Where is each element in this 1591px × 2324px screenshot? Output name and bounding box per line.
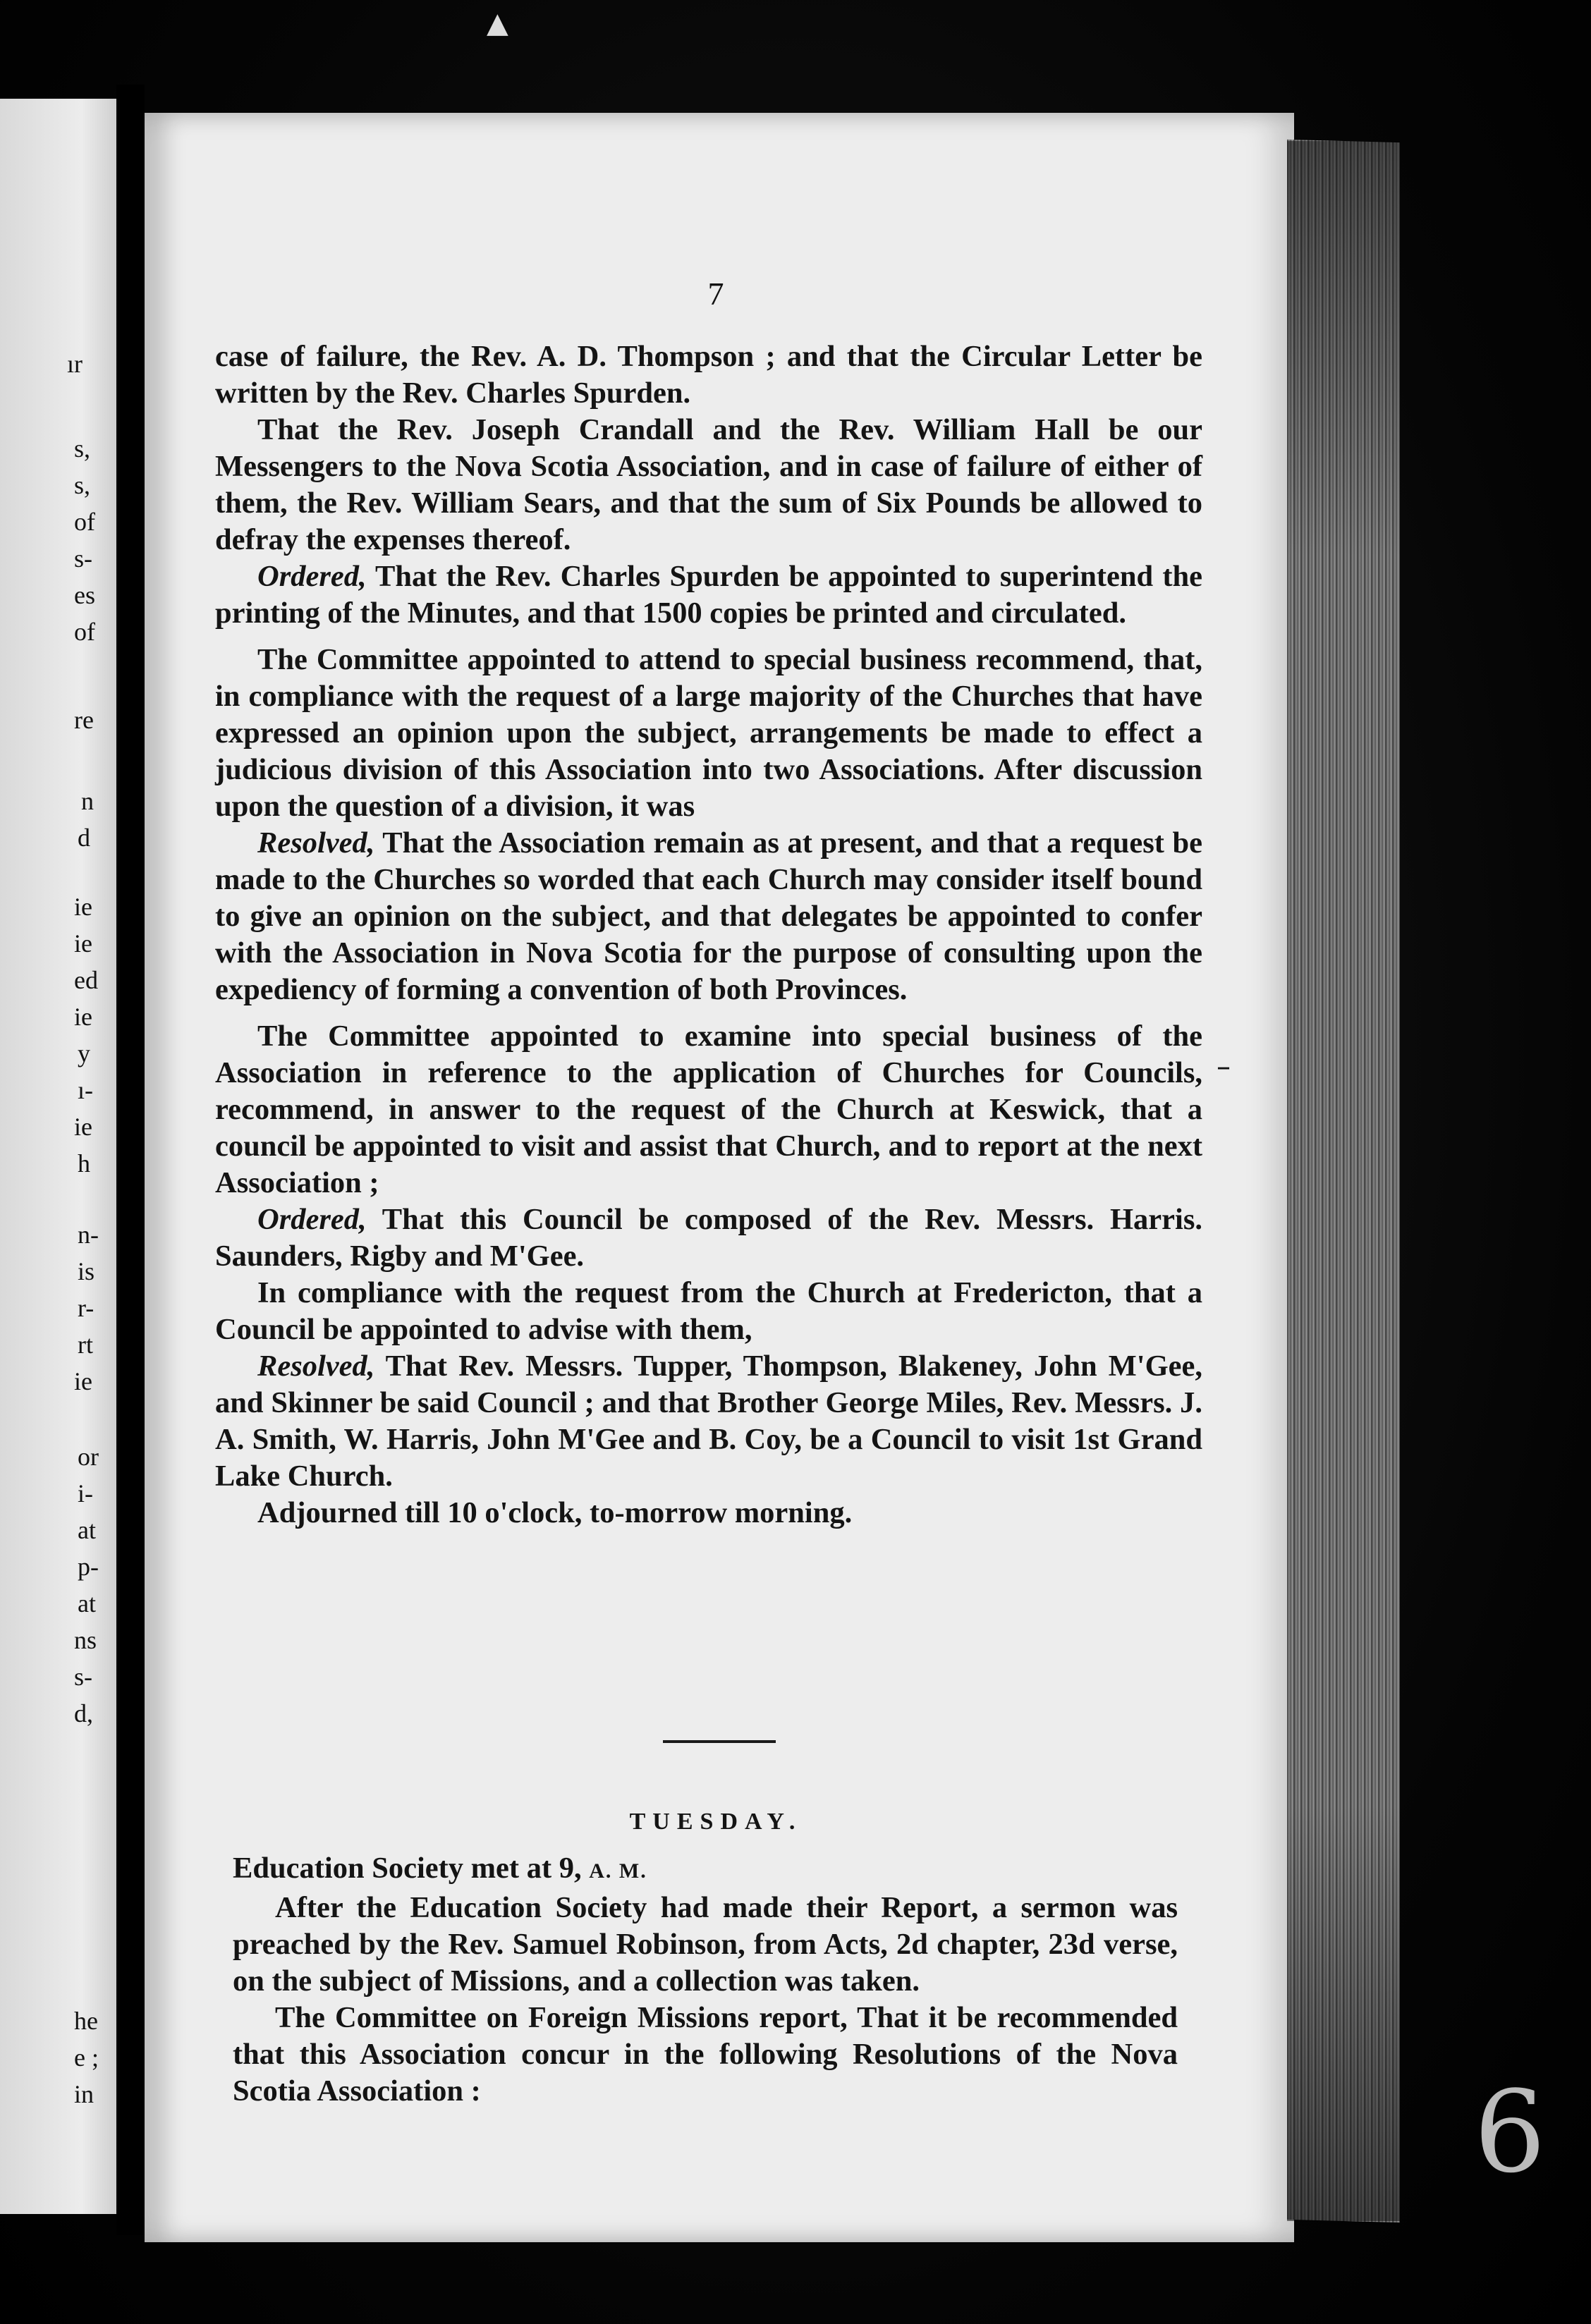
paragraph-text: case of failure, the Rev. A. D. Thompson ; and that the Circular Letter be written by the Rev. Charles Spurden.: [215, 340, 1202, 410]
fragment: y: [78, 1039, 90, 1068]
paragraph: [215, 642, 1202, 825]
paragraph-text: That the Association remain as at present, and that a request be made to the Churches so worded that each Church may consider itself bound to give an opinion on the subject, and that delegates be appointed to confer with the Association in Nova Scotia for the purpose of consulting upon the expediency of forming a convention of both Provinces.: [215, 826, 1202, 1006]
fragment: rt: [78, 1331, 93, 1359]
paragraph: [215, 1275, 1202, 1348]
paragraph: [233, 1890, 1178, 2000]
paragraph-text: After the Education Society had made their Report, a sermon was preached by the Rev. Samuel Robinson, from Acts, 2d chapter, 23d verse, on the subject of Missions, and a collection was taken.: [233, 1891, 1178, 1998]
fragment: ı-: [78, 1076, 93, 1104]
fragment: s,: [74, 434, 91, 463]
paragraph-text: That this Council be composed of the Rev. Messrs. Harris. Saunders, Rigby and M'Gee.: [215, 1203, 1202, 1273]
fragment: s-: [74, 1663, 92, 1691]
book-gutter: [116, 85, 145, 2235]
paragraph-text: Education Society met at 9,: [233, 1852, 590, 1885]
paragraph: [215, 1348, 1202, 1495]
scan-speck: ▲: [487, 7, 508, 39]
paragraph-text: That the Rev. Joseph Crandall and the Rev. William Hall be our Messengers to the Nova Scotia Association, and in case of failure of either of them, the Rev. William Sears, and that the sum of Six Pounds be allowed to defray the expenses thereof.: [215, 413, 1202, 556]
fragment: n-: [78, 1221, 99, 1249]
fragment: is: [78, 1257, 95, 1285]
time-abbrev: A. M.: [589, 1859, 647, 1883]
margin-mark: –: [1217, 1051, 1231, 1083]
fragment: he: [74, 2007, 98, 2035]
fragment: ed: [74, 966, 98, 994]
section-divider: [663, 1740, 776, 1743]
section-heading: TUESDAY.: [629, 1809, 803, 1835]
previous-page-edge: [0, 99, 116, 2214]
paragraph: [215, 1495, 1202, 1531]
paragraph-text: That the Rev. Charles Spurden be appointed to superintend the printing of the Minutes, and that 1500 copies be printed and circulated.: [215, 560, 1202, 630]
fragment: at: [78, 1589, 96, 1617]
fragment: p-: [78, 1553, 99, 1581]
fragment: e ;: [74, 2043, 99, 2072]
paragraph-text: Adjourned till 10 o'clock, to-morrow morning.: [257, 1496, 853, 1529]
paragraph-lead: Resolved,: [257, 1350, 375, 1383]
page-stack-shade: [1287, 141, 1400, 2221]
fragment: in: [74, 2080, 95, 2108]
paragraph-text: The Committee on Foreign Missions report, That it be recommended that this Association concur in the following Resolutions of the Nova Scotia Association :: [233, 2001, 1178, 2108]
fragment: h: [78, 1149, 90, 1178]
fragment: ie: [74, 1367, 92, 1395]
main-text: [215, 338, 1202, 1531]
fragment: ie: [74, 1003, 92, 1031]
fragment: re: [74, 706, 94, 734]
paragraph: [215, 558, 1202, 632]
paragraph: [215, 1201, 1202, 1275]
fragment: ie: [74, 1113, 92, 1141]
paragraph-text: The Committee appointed to examine into special business of the Association in reference to the application of Churches for Councils, recommend, in answer to the request of the Church at Keswick, that a council be appointed to visit and assist that Church, and to report at the next Association ;: [215, 1020, 1202, 1199]
fragment: or: [78, 1443, 99, 1471]
paragraph: [215, 1018, 1202, 1201]
fragment: d,: [74, 1699, 93, 1727]
paragraph: [233, 2000, 1178, 2110]
paragraph-text: That Rev. Messrs. Tupper, Thompson, Blakeney, John M'Gee, and Skinner be said Council ; and that Brother George Miles, Rev. Messrs. J. A. Smith, W. Harris, John M'Gee and B. Coy, be a Council to visit 1st Grand Lake Church.: [215, 1350, 1202, 1493]
fragment: ie: [74, 893, 92, 921]
fragment: of: [74, 508, 95, 536]
section-text: [233, 1850, 1178, 2110]
fragment: ie: [74, 929, 92, 958]
paragraph-lead: Ordered,: [257, 1203, 367, 1236]
paragraph: [215, 825, 1202, 1008]
paragraph-text: The Committee appointed to attend to special business recommend, that, in compliance with the request of a large majority of the Churches that have expressed an opinion upon the subject, arrangements be made to effect a judicious division of this Association into two Associations. After discussion upon the question of a division, it was: [215, 643, 1202, 823]
fragment: d: [78, 824, 90, 852]
fragment: s,: [74, 471, 91, 499]
fragment: r-: [78, 1294, 95, 1322]
fragment: n: [81, 787, 94, 815]
fragment: of: [74, 618, 95, 646]
page-number: 7: [707, 276, 724, 312]
paragraph-lead: Ordered,: [257, 560, 367, 593]
scan-scribble: 6: [1474, 2066, 1546, 2198]
paragraph: [233, 1850, 1178, 1890]
paragraph-text: In compliance with the request from the Church at Fredericton, that a Council be appointed to advise with them,: [215, 1276, 1202, 1346]
paragraph: [215, 412, 1202, 558]
fragment: ır: [67, 350, 83, 378]
fragment: i-: [78, 1479, 93, 1507]
fragment: at: [78, 1516, 96, 1544]
fragment: s-: [74, 544, 92, 573]
fragment: ns: [74, 1626, 97, 1654]
paragraph: [215, 338, 1202, 412]
paragraph-lead: Resolved,: [257, 826, 375, 860]
fragment: es: [74, 581, 95, 609]
